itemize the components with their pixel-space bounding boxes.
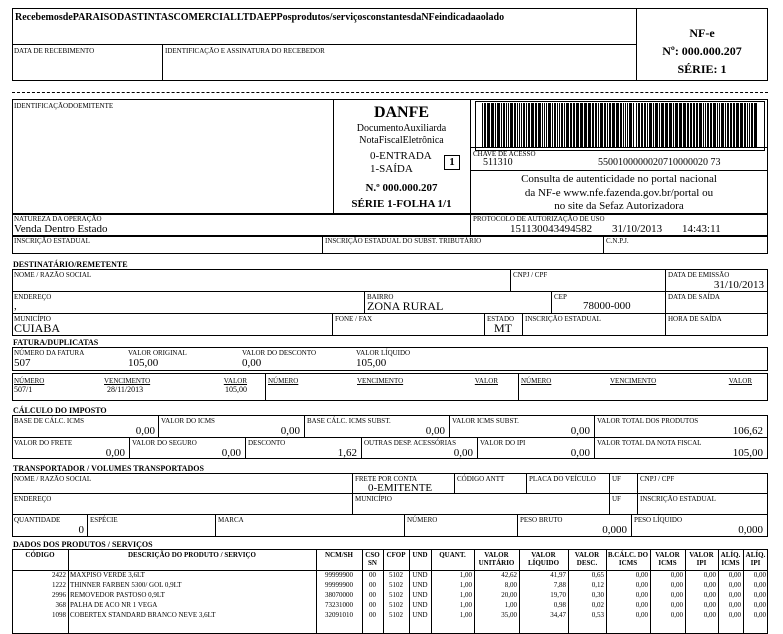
transp-endereco-label: ENDEREÇO bbox=[14, 495, 52, 503]
total-nota-label: VALOR TOTAL DA NOTA FISCAL bbox=[597, 439, 702, 447]
ie-st-label: INSCRIÇÃO ESTADUAL DO SUBST. TRIBUTÁRIO bbox=[325, 237, 482, 245]
seguro-label: VALOR DO SEGURO bbox=[132, 439, 197, 447]
table-cell: 0,00 bbox=[728, 601, 741, 609]
table-cell: PALHA DE ACO NR 1 VEGA bbox=[70, 601, 158, 609]
fatura-numero-label: NÚMERO DA FATURA bbox=[14, 349, 85, 357]
transp-antt-label: CÓDIGO ANTT bbox=[457, 475, 505, 483]
table-cell: 0,53 bbox=[591, 611, 604, 619]
table-cell: 5102 bbox=[389, 601, 403, 609]
fatura-numero: 507 bbox=[14, 357, 31, 369]
transp-pbruto: 0,000 bbox=[602, 524, 627, 536]
transp-uf-label: UF bbox=[612, 475, 621, 483]
table-cell: 73231000 bbox=[325, 601, 353, 609]
table-cell: 0,00 bbox=[670, 591, 683, 599]
produtos-header-cell: DESCRIÇÃO DO PRODUTO / SERVIÇO bbox=[128, 551, 256, 559]
table-cell: 0,00 bbox=[670, 601, 683, 609]
dup-valor-1: 105,00 bbox=[225, 385, 247, 394]
table-cell: 0,00 bbox=[703, 601, 716, 609]
chave-parte1: 511310 bbox=[483, 157, 513, 168]
transportador-section: TRANSPORTADOR / VOLUMES TRANSPORTADOS bbox=[13, 464, 204, 473]
danfe-title: DANFE bbox=[373, 104, 430, 121]
table-cell: 0,98 bbox=[553, 601, 566, 609]
table-cell: 99999900 bbox=[325, 571, 353, 579]
natureza-label: NATUREZA DA OPERAÇÃO bbox=[14, 215, 102, 223]
table-cell: 32091010 bbox=[325, 611, 353, 619]
table-cell: UND bbox=[412, 581, 428, 589]
outras-label: OUTRAS DESP. ACESSÓRIAS bbox=[364, 439, 456, 447]
dest-bairro: ZONA RURAL bbox=[367, 299, 444, 313]
table-cell: 5102 bbox=[389, 611, 403, 619]
table-cell: 0,00 bbox=[728, 591, 741, 599]
fatura-liquido: 105,00 bbox=[356, 357, 387, 369]
table-cell: 0,00 bbox=[753, 601, 766, 609]
danfe-sub2: NotaFiscalEletrônica bbox=[359, 135, 444, 146]
table-cell: 7,88 bbox=[553, 581, 566, 589]
produtos-header-cell: VALOR DESC. bbox=[574, 551, 600, 567]
transp-pliquido: 0,000 bbox=[738, 524, 763, 536]
table-cell: 00 bbox=[369, 591, 376, 599]
table-row bbox=[12, 601, 768, 611]
transp-qtd-label: QUANTIDADE bbox=[14, 516, 61, 524]
produtos-header-cell: ALÍQ. IPI bbox=[745, 551, 766, 567]
dup-numero-1: 507/1 bbox=[14, 385, 33, 394]
table-cell: 0,00 bbox=[728, 571, 741, 579]
danfe-entrada: 0-ENTRADA bbox=[370, 150, 432, 162]
produtos-header-cell: ALÍQ. ICMS bbox=[720, 551, 741, 567]
transp-numero-label: NÚMERO bbox=[407, 516, 438, 524]
emitente-label: IDENTIFICAÇÃODOEMITENTE bbox=[14, 102, 114, 110]
dest-uf-label: ESTADO bbox=[487, 315, 515, 323]
canhoto-text: RecebemosdePARAISODASTINTASCOMERCIALLTDAEPPosprodutos/serviçosconstantesdaNFeindicadaaolado bbox=[15, 12, 505, 23]
dest-uf: MT bbox=[494, 321, 512, 335]
transp-ie-label: INSCRIÇÃO ESTADUAL bbox=[640, 495, 716, 503]
dest-bairro-label: BAIRRO bbox=[367, 293, 394, 301]
bc-icms-label: BASE DE CÁLC. ICMS bbox=[14, 417, 85, 425]
produtos-header-cell: CÓDIGO bbox=[25, 551, 55, 559]
dest-ie-label: INSCRIÇÃO ESTADUAL bbox=[525, 315, 601, 323]
ipi: 0,00 bbox=[570, 447, 590, 459]
dest-cep: 78000-000 bbox=[583, 300, 631, 312]
dup-vencimento-label-3: VENCIMENTO bbox=[610, 377, 657, 385]
table-cell: 0,00 bbox=[670, 571, 683, 579]
table-cell: MAXPISO VERDE 3,6LT bbox=[70, 571, 145, 579]
dup-numero-label-1: NÚMERO bbox=[14, 377, 45, 385]
table-cell: 1,00 bbox=[459, 591, 472, 599]
table-cell: 0,00 bbox=[703, 611, 716, 619]
ipi-label: VALOR DO IPI bbox=[480, 439, 526, 447]
table-cell: 0,65 bbox=[591, 571, 604, 579]
table-cell: 34,47 bbox=[550, 611, 566, 619]
table-row bbox=[12, 581, 768, 591]
seguro: 0,00 bbox=[221, 447, 241, 459]
natureza-value: Venda Dentro Estado bbox=[14, 223, 108, 235]
table-cell: 0,30 bbox=[591, 591, 604, 599]
table-cell: 0,00 bbox=[703, 571, 716, 579]
icms: 0,00 bbox=[280, 425, 300, 437]
cnpj-label: C.N.P.J. bbox=[606, 237, 629, 245]
table-cell: 0,00 bbox=[753, 611, 766, 619]
produtos-header-cell: VALOR LÍQUIDO bbox=[527, 551, 560, 567]
ie-label: INSCRIÇÃO ESTADUAL bbox=[14, 237, 90, 245]
table-cell: 0,00 bbox=[703, 591, 716, 599]
table-cell: 1,00 bbox=[459, 571, 472, 579]
table-cell: UND bbox=[412, 601, 428, 609]
transp-placa-label: PLACA DO VEÍCULO bbox=[529, 475, 596, 483]
outras: 0,00 bbox=[453, 447, 473, 459]
canhoto-nfe: NF-e bbox=[689, 26, 715, 40]
fatura-liquido-label: VALOR LÍQUIDO bbox=[356, 349, 411, 357]
table-cell: 368 bbox=[55, 601, 66, 609]
desconto: 1,62 bbox=[337, 447, 357, 459]
table-cell: 0,00 bbox=[635, 581, 648, 589]
table-cell: COBERTEX STANDARD BRANCO NEVE 3,6LT bbox=[70, 611, 216, 619]
table-cell: 1,00 bbox=[504, 601, 517, 609]
dup-numero-label-2: NÚMERO bbox=[268, 377, 299, 385]
destinatario-section: DESTINATÁRIO/REMETENTE bbox=[13, 260, 128, 269]
table-cell: REMOVEDOR PASTOSO 0,9LT bbox=[70, 591, 165, 599]
danfe-serie-folha: SÉRIE 1-FOLHA 1/1 bbox=[351, 198, 452, 210]
consulta-1: Consulta de autenticidade no portal nacional bbox=[521, 173, 717, 185]
table-cell: 0,12 bbox=[591, 581, 604, 589]
protocolo-value: 151130043494582 bbox=[510, 223, 593, 235]
dup-vencimento-label-2: VENCIMENTO bbox=[357, 377, 404, 385]
table-cell: 0,00 bbox=[670, 581, 683, 589]
protocolo-hora: 14:43:11 bbox=[682, 223, 721, 235]
dest-endereco-label: ENDEREÇO bbox=[14, 293, 52, 301]
transp-pbruto-label: PESO BRUTO bbox=[520, 516, 563, 524]
dup-valor-label-3: VALOR bbox=[728, 377, 752, 385]
transp-municipio-label: MUNICÍPIO bbox=[355, 495, 392, 503]
table-cell: 5102 bbox=[389, 571, 403, 579]
total-produtos: 106,62 bbox=[732, 425, 763, 437]
transp-frete-label: FRETE POR CONTA bbox=[355, 475, 418, 483]
total-nota: 105,00 bbox=[732, 447, 763, 459]
table-cell: 20,00 bbox=[501, 591, 517, 599]
table-cell: 00 bbox=[369, 611, 376, 619]
produtos-header-cell: QUANT. bbox=[439, 551, 466, 559]
table-cell: 0,00 bbox=[703, 581, 716, 589]
desconto-label: DESCONTO bbox=[248, 439, 286, 447]
danfe-tipo-box: 1 bbox=[444, 155, 460, 170]
produtos-header-cell: VALOR UNITÁRIO bbox=[478, 551, 515, 567]
produtos-header-cell: VALOR ICMS bbox=[655, 551, 680, 567]
identificacao-recebedor-label: IDENTIFICAÇÃO E ASSINATURA DO RECEBEDOR bbox=[165, 47, 325, 55]
icms-label: VALOR DO ICMS bbox=[161, 417, 215, 425]
produtos-header-cell: VALOR IPI bbox=[689, 551, 714, 567]
transp-qtd: 0 bbox=[78, 524, 84, 536]
dest-nome-label: NOME / RAZÃO SOCIAL bbox=[14, 271, 92, 279]
table-cell: 35,00 bbox=[501, 611, 517, 619]
table-cell: 0,00 bbox=[728, 581, 741, 589]
dup-valor-label-2: VALOR bbox=[474, 377, 498, 385]
fatura-original-label: VALOR ORIGINAL bbox=[128, 349, 187, 357]
table-cell: 00 bbox=[369, 581, 376, 589]
table-cell: 0,00 bbox=[635, 601, 648, 609]
produtos-header-cell: UND bbox=[412, 551, 428, 559]
dup-vencimento-label-1: VENCIMENTO bbox=[104, 377, 151, 385]
table-cell: 1,00 bbox=[459, 611, 472, 619]
bc-st-label: BASE CÁLC. ICMS SUBST. bbox=[307, 417, 391, 425]
table-cell: 00 bbox=[369, 601, 376, 609]
transp-nome-label: NOME / RAZÃO SOCIAL bbox=[14, 475, 92, 483]
table-cell: 8,00 bbox=[504, 581, 517, 589]
table-cell: 0,00 bbox=[728, 611, 741, 619]
fatura-section: FATURA/DUPLICATAS bbox=[13, 338, 99, 347]
dest-emissao-label: DATA DE EMISSÃO bbox=[668, 271, 730, 279]
dup-numero-label-3: NÚMERO bbox=[521, 377, 552, 385]
produtos-header-cell: B.CÁLC. DO ICMS bbox=[607, 551, 649, 567]
icms-st-label: VALOR ICMS SUBST. bbox=[452, 417, 519, 425]
table-cell: 38070000 bbox=[325, 591, 353, 599]
table-cell: 1222 bbox=[52, 581, 66, 589]
table-cell: 0,00 bbox=[753, 591, 766, 599]
table-cell: UND bbox=[412, 591, 428, 599]
table-row bbox=[12, 571, 768, 581]
icms-st: 0,00 bbox=[570, 425, 590, 437]
table-row bbox=[12, 611, 768, 621]
frete: 0,00 bbox=[105, 447, 125, 459]
chave-label: CHAVE DE ACESSO bbox=[473, 150, 536, 158]
table-cell: 2422 bbox=[52, 571, 66, 579]
table-cell: 00 bbox=[369, 571, 376, 579]
table-cell: 0,00 bbox=[753, 581, 766, 589]
total-produtos-label: VALOR TOTAL DOS PRODUTOS bbox=[597, 417, 699, 425]
dest-municipio-label: MUNICÍPIO bbox=[14, 315, 51, 323]
canhoto-serie: SÉRIE: 1 bbox=[677, 62, 727, 76]
danfe-sub1: DocumentoAuxiliarda bbox=[356, 123, 447, 134]
consulta-2: da NF-e www.nfe.fazenda.gov.br/portal ou bbox=[524, 187, 714, 199]
transp-marca-label: MARCA bbox=[218, 516, 244, 524]
fatura-original: 105,00 bbox=[128, 357, 159, 369]
produtos-header-cell: CSO SN bbox=[365, 551, 380, 567]
dest-hora-label: HORA DE SAÍDA bbox=[668, 315, 722, 323]
data-recebimento-label: DATA DE RECEBIMENTO bbox=[14, 47, 95, 55]
table-cell: 0,00 bbox=[670, 611, 683, 619]
transp-uf2-label: UF bbox=[612, 495, 621, 503]
table-cell: 0,00 bbox=[635, 571, 648, 579]
danfe-numero: N.º 000.000.207 bbox=[365, 182, 438, 194]
dest-saida-label: DATA DE SAÍDA bbox=[668, 293, 720, 301]
transp-especie-label: ESPÉCIE bbox=[90, 516, 118, 524]
table-cell: 42,62 bbox=[501, 571, 517, 579]
chave-parte2: 5500100000020710000020 73 bbox=[598, 157, 721, 168]
protocolo-label: PROTOCOLO DE AUTORIZAÇÃO DE USO bbox=[473, 215, 605, 223]
table-cell: THINNER FARBEN 5300/ GOL 0,9LT bbox=[70, 581, 182, 589]
table-cell: 19,70 bbox=[550, 591, 566, 599]
consulta-3: no site da Sefaz Autorizadora bbox=[554, 200, 684, 212]
dest-fone-label: FONE / FAX bbox=[335, 315, 373, 323]
table-cell: 1,00 bbox=[459, 581, 472, 589]
transp-cnpj-label: CNPJ / CPF bbox=[640, 475, 675, 483]
table-cell: UND bbox=[412, 571, 428, 579]
dest-cnpj-label: CNPJ / CPF bbox=[513, 271, 548, 279]
produtos-header-cell: NCM/SH bbox=[325, 551, 353, 559]
table-cell: 5102 bbox=[389, 591, 403, 599]
dest-emissao: 31/10/2013 bbox=[713, 279, 764, 291]
produtos-header-cell: CFOP bbox=[386, 551, 406, 559]
barcode-image bbox=[482, 103, 758, 147]
bc-st: 0,00 bbox=[425, 425, 445, 437]
table-cell: 2996 bbox=[52, 591, 66, 599]
table-cell: 1098 bbox=[52, 611, 66, 619]
dup-vencimento-1: 28/11/2013 bbox=[107, 385, 144, 394]
fatura-desconto: 0,00 bbox=[242, 357, 262, 369]
imposto-section: CÁLCULO DO IMPOSTO bbox=[13, 406, 107, 415]
dest-endereco: , bbox=[14, 300, 17, 312]
canhoto-numero: Nº: 000.000.207 bbox=[662, 44, 742, 58]
table-cell: 99999900 bbox=[325, 581, 353, 589]
danfe-saida: 1-SAÍDA bbox=[370, 163, 413, 175]
table-cell: 41,97 bbox=[550, 571, 566, 579]
frete-label: VALOR DO FRETE bbox=[14, 439, 73, 447]
table-cell: 1,00 bbox=[459, 601, 472, 609]
fatura-desconto-label: VALOR DO DESCONTO bbox=[242, 349, 317, 357]
cut-line bbox=[12, 92, 768, 93]
produtos-section: DADOS DOS PRODUTOS / SERVIÇOS bbox=[13, 540, 153, 549]
table-cell: 0,02 bbox=[591, 601, 604, 609]
dest-municipio: CUIABA bbox=[14, 321, 61, 335]
bc-icms: 0,00 bbox=[135, 425, 155, 437]
transp-frete: 0-EMITENTE bbox=[368, 482, 433, 494]
table-cell: 0,00 bbox=[753, 571, 766, 579]
dest-cep-label: CEP bbox=[554, 293, 567, 301]
dup-valor-label-1: VALOR bbox=[223, 377, 247, 385]
table-cell: UND bbox=[412, 611, 428, 619]
produtos-header bbox=[12, 549, 768, 570]
table-cell: 5102 bbox=[389, 581, 403, 589]
table-cell: 0,00 bbox=[635, 591, 648, 599]
table-row bbox=[12, 591, 768, 601]
transp-pliquido-label: PESO LÍQUIDO bbox=[634, 516, 683, 524]
table-cell: 0,00 bbox=[635, 611, 648, 619]
protocolo-data: 31/10/2013 bbox=[612, 223, 663, 235]
